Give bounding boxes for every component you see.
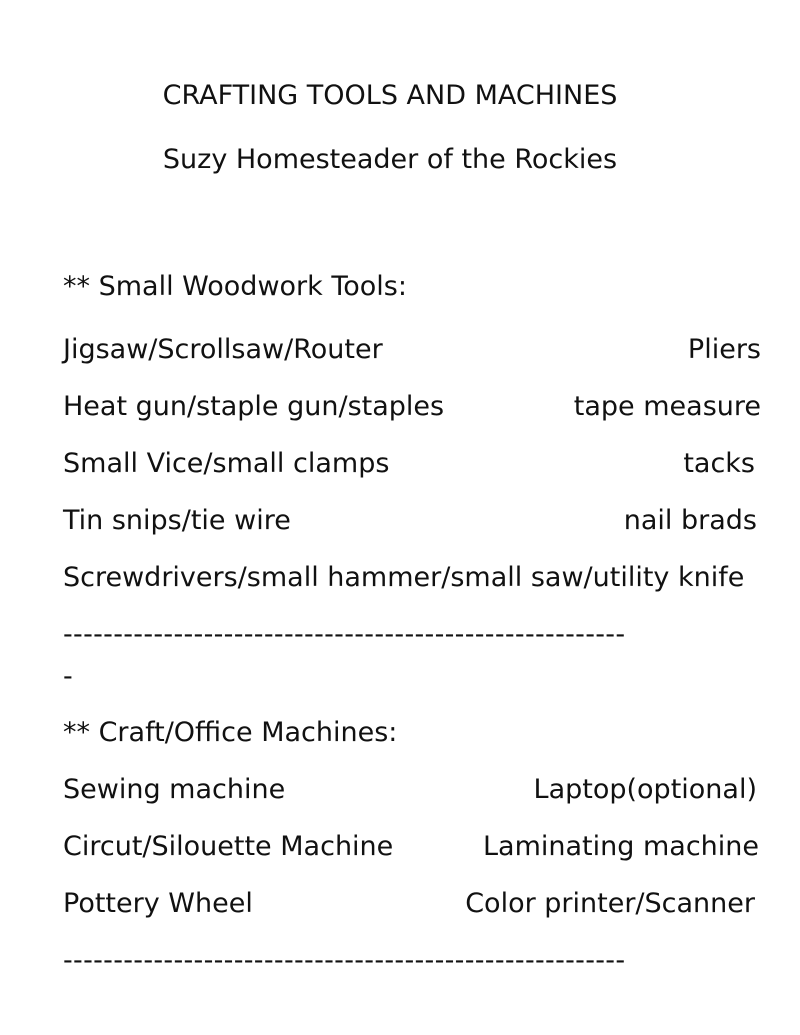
section-divider-tail: - (63, 661, 73, 692)
list-row (63, 887, 761, 921)
list-row (63, 447, 761, 481)
section-heading-woodwork: ** Small Woodwork Tools: (63, 271, 407, 302)
list-item-left: Small Vice/small clamps (63, 448, 390, 479)
list-row (63, 504, 761, 538)
section-divider: -------------------------------------------------------- (63, 619, 626, 650)
list-item-right: tape measure (573, 391, 761, 422)
list-item-right: Color printer/Scanner (465, 888, 755, 919)
list-item-left: Heat gun/staple gun/staples (63, 391, 445, 422)
list-item-left: Sewing machine (63, 774, 286, 805)
page-subtitle: Suzy Homesteader of the Rockies (162, 144, 618, 175)
list-item-right: Laptop(optional) (533, 774, 757, 805)
list-row (63, 561, 761, 595)
list-item-left: Screwdrivers/small hammer/small saw/utility knife (63, 562, 745, 593)
list-item-right: Laminating machine (483, 831, 759, 862)
list-item-right: tacks (683, 448, 755, 479)
list-row (63, 333, 761, 367)
page-title: CRAFTING TOOLS AND MACHINES (162, 80, 618, 111)
list-item-left: Circut/Silouette Machine (63, 831, 394, 862)
section-divider: -------------------------------------------------------- (63, 945, 626, 976)
list-item-left: Jigsaw/Scrollsaw/Router (63, 334, 383, 365)
list-item-right: nail brads (623, 505, 757, 536)
section-heading-machines: ** Craft/Office Machines: (63, 717, 398, 748)
list-item-left: Tin snips/tie wire (63, 505, 291, 536)
list-row (63, 773, 761, 807)
list-item-left: Pottery Wheel (63, 888, 253, 919)
list-item-right: Pliers (687, 334, 761, 365)
list-row (63, 390, 761, 424)
list-row (63, 830, 761, 864)
